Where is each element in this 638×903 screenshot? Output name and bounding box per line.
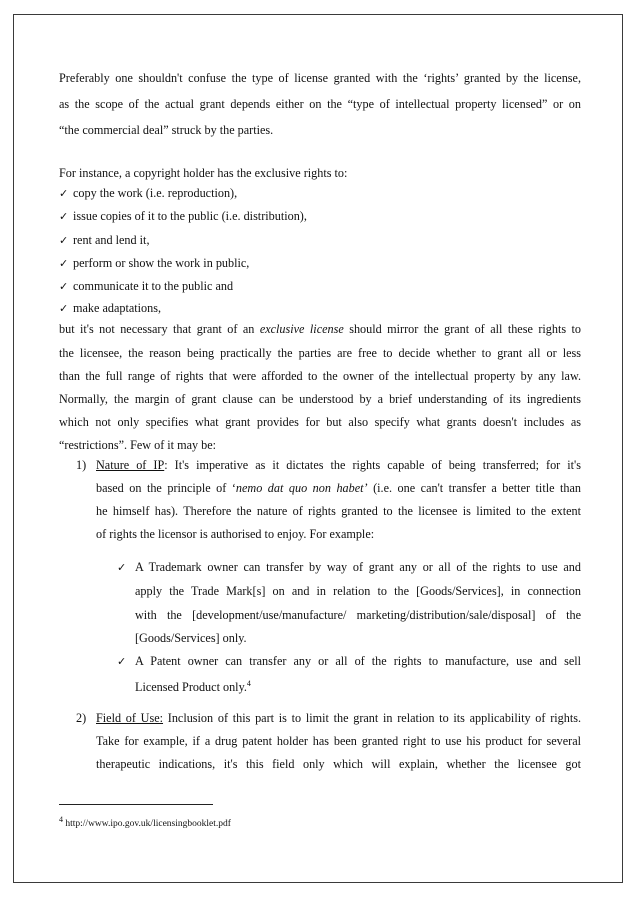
- check-icon: ✓: [59, 210, 69, 223]
- check-icon: ✓: [59, 280, 69, 293]
- check-icon: ✓: [59, 302, 69, 315]
- footnote-ref: 4: [246, 679, 251, 688]
- check-icon: ✓: [59, 187, 69, 200]
- item2-number: 2): [76, 711, 87, 725]
- intro-line: For instance, a copyright holder has the exclusive rights to:: [59, 166, 348, 180]
- example1-line2: apply the Trade Mark[s] on and in relation to the [Goods/Services], in connection: [135, 584, 581, 598]
- check-icon: ✓: [59, 257, 69, 270]
- item1-line1: Nature of IP: It's imperative as it dictates the rights capable of being transferred; for it's: [96, 458, 581, 472]
- example1-line3: with the [development/use/manufacture/ marketing/distribution/sale/disposal] of the: [135, 608, 581, 622]
- item2-line1: Field of Use: Inclusion of this part is to limit the grant in relation to its applicability of rights.: [96, 711, 581, 725]
- example2-line1: A Patent owner can transfer any or all of the rights to manufacture, use and sell: [135, 654, 581, 668]
- para1-line2: as the scope of the actual grant depends either on the “type of intellectual property licensed” or on: [59, 97, 581, 111]
- item1-line3: he himself has). Therefore the nature of rights granted to the licensee is limited to the extent: [96, 504, 581, 518]
- right-item: ✓ perform or show the work in public,: [59, 256, 250, 270]
- para1-line1: Preferably one shouldn't confuse the type of license granted with the ‘rights’ granted by the license,: [59, 71, 581, 85]
- footnote: $^4$ http://www.ipo.gov.uk/licensingbooklet.pdf: [59, 815, 231, 830]
- item2-line3: therapeutic indications, it's this field only which will explain, whether the licensee got: [96, 757, 581, 771]
- right-item: ✓ communicate it to the public and: [59, 279, 234, 293]
- example1-line1: A Trademark owner can transfer by way of grant any or all of the rights to use and: [135, 560, 581, 574]
- para2-line4: Normally, the margin of grant clause can be understood by a brief understanding of its ingredients: [59, 392, 581, 406]
- para2-line1: but it's not necessary that grant of an exclusive license should mirror the grant of all these rights to: [59, 322, 581, 336]
- item1-line2: based on the principle of ‘nemo dat quo non habet’ (i.e. one can't transfer a better title than: [96, 481, 581, 495]
- item1-line4: of rights the licensor is authorised to enjoy. For example:: [96, 527, 375, 541]
- right-item: ✓ make adaptations,: [59, 301, 161, 315]
- right-item: ✓ rent and lend it,: [59, 233, 150, 247]
- example2-line2: Licensed Product only.$^4$: [135, 679, 251, 695]
- para2-line6: “restrictions”. Few of it may be:: [59, 438, 217, 452]
- para2-line5: which not only specifies what grant provides for but also specify what grants doesn't includes as: [59, 415, 581, 429]
- para2-line2: the licensee, the reason being practically the parties are free to decide whether to grant all or less: [59, 346, 581, 360]
- check-icon: ✓: [117, 655, 127, 668]
- footnote-divider: [59, 804, 213, 805]
- right-item: ✓ copy the work (i.e. reproduction),: [59, 186, 238, 200]
- check-icon: ✓: [117, 561, 127, 574]
- para1-line3: “the commercial deal” struck by the parties.: [59, 123, 274, 137]
- para2-line3: than the full range of rights that were afforded to the owner of the intellectual property by any law.: [59, 369, 581, 383]
- example1-line4: [Goods/Services] only.: [135, 631, 247, 645]
- item2-line2: Take for example, if a drug patent holder has been granted right to use his product for several: [96, 734, 581, 748]
- item1-number: 1): [76, 458, 87, 472]
- check-icon: ✓: [59, 234, 69, 247]
- right-item: ✓ issue copies of it to the public (i.e. distribution),: [59, 209, 307, 223]
